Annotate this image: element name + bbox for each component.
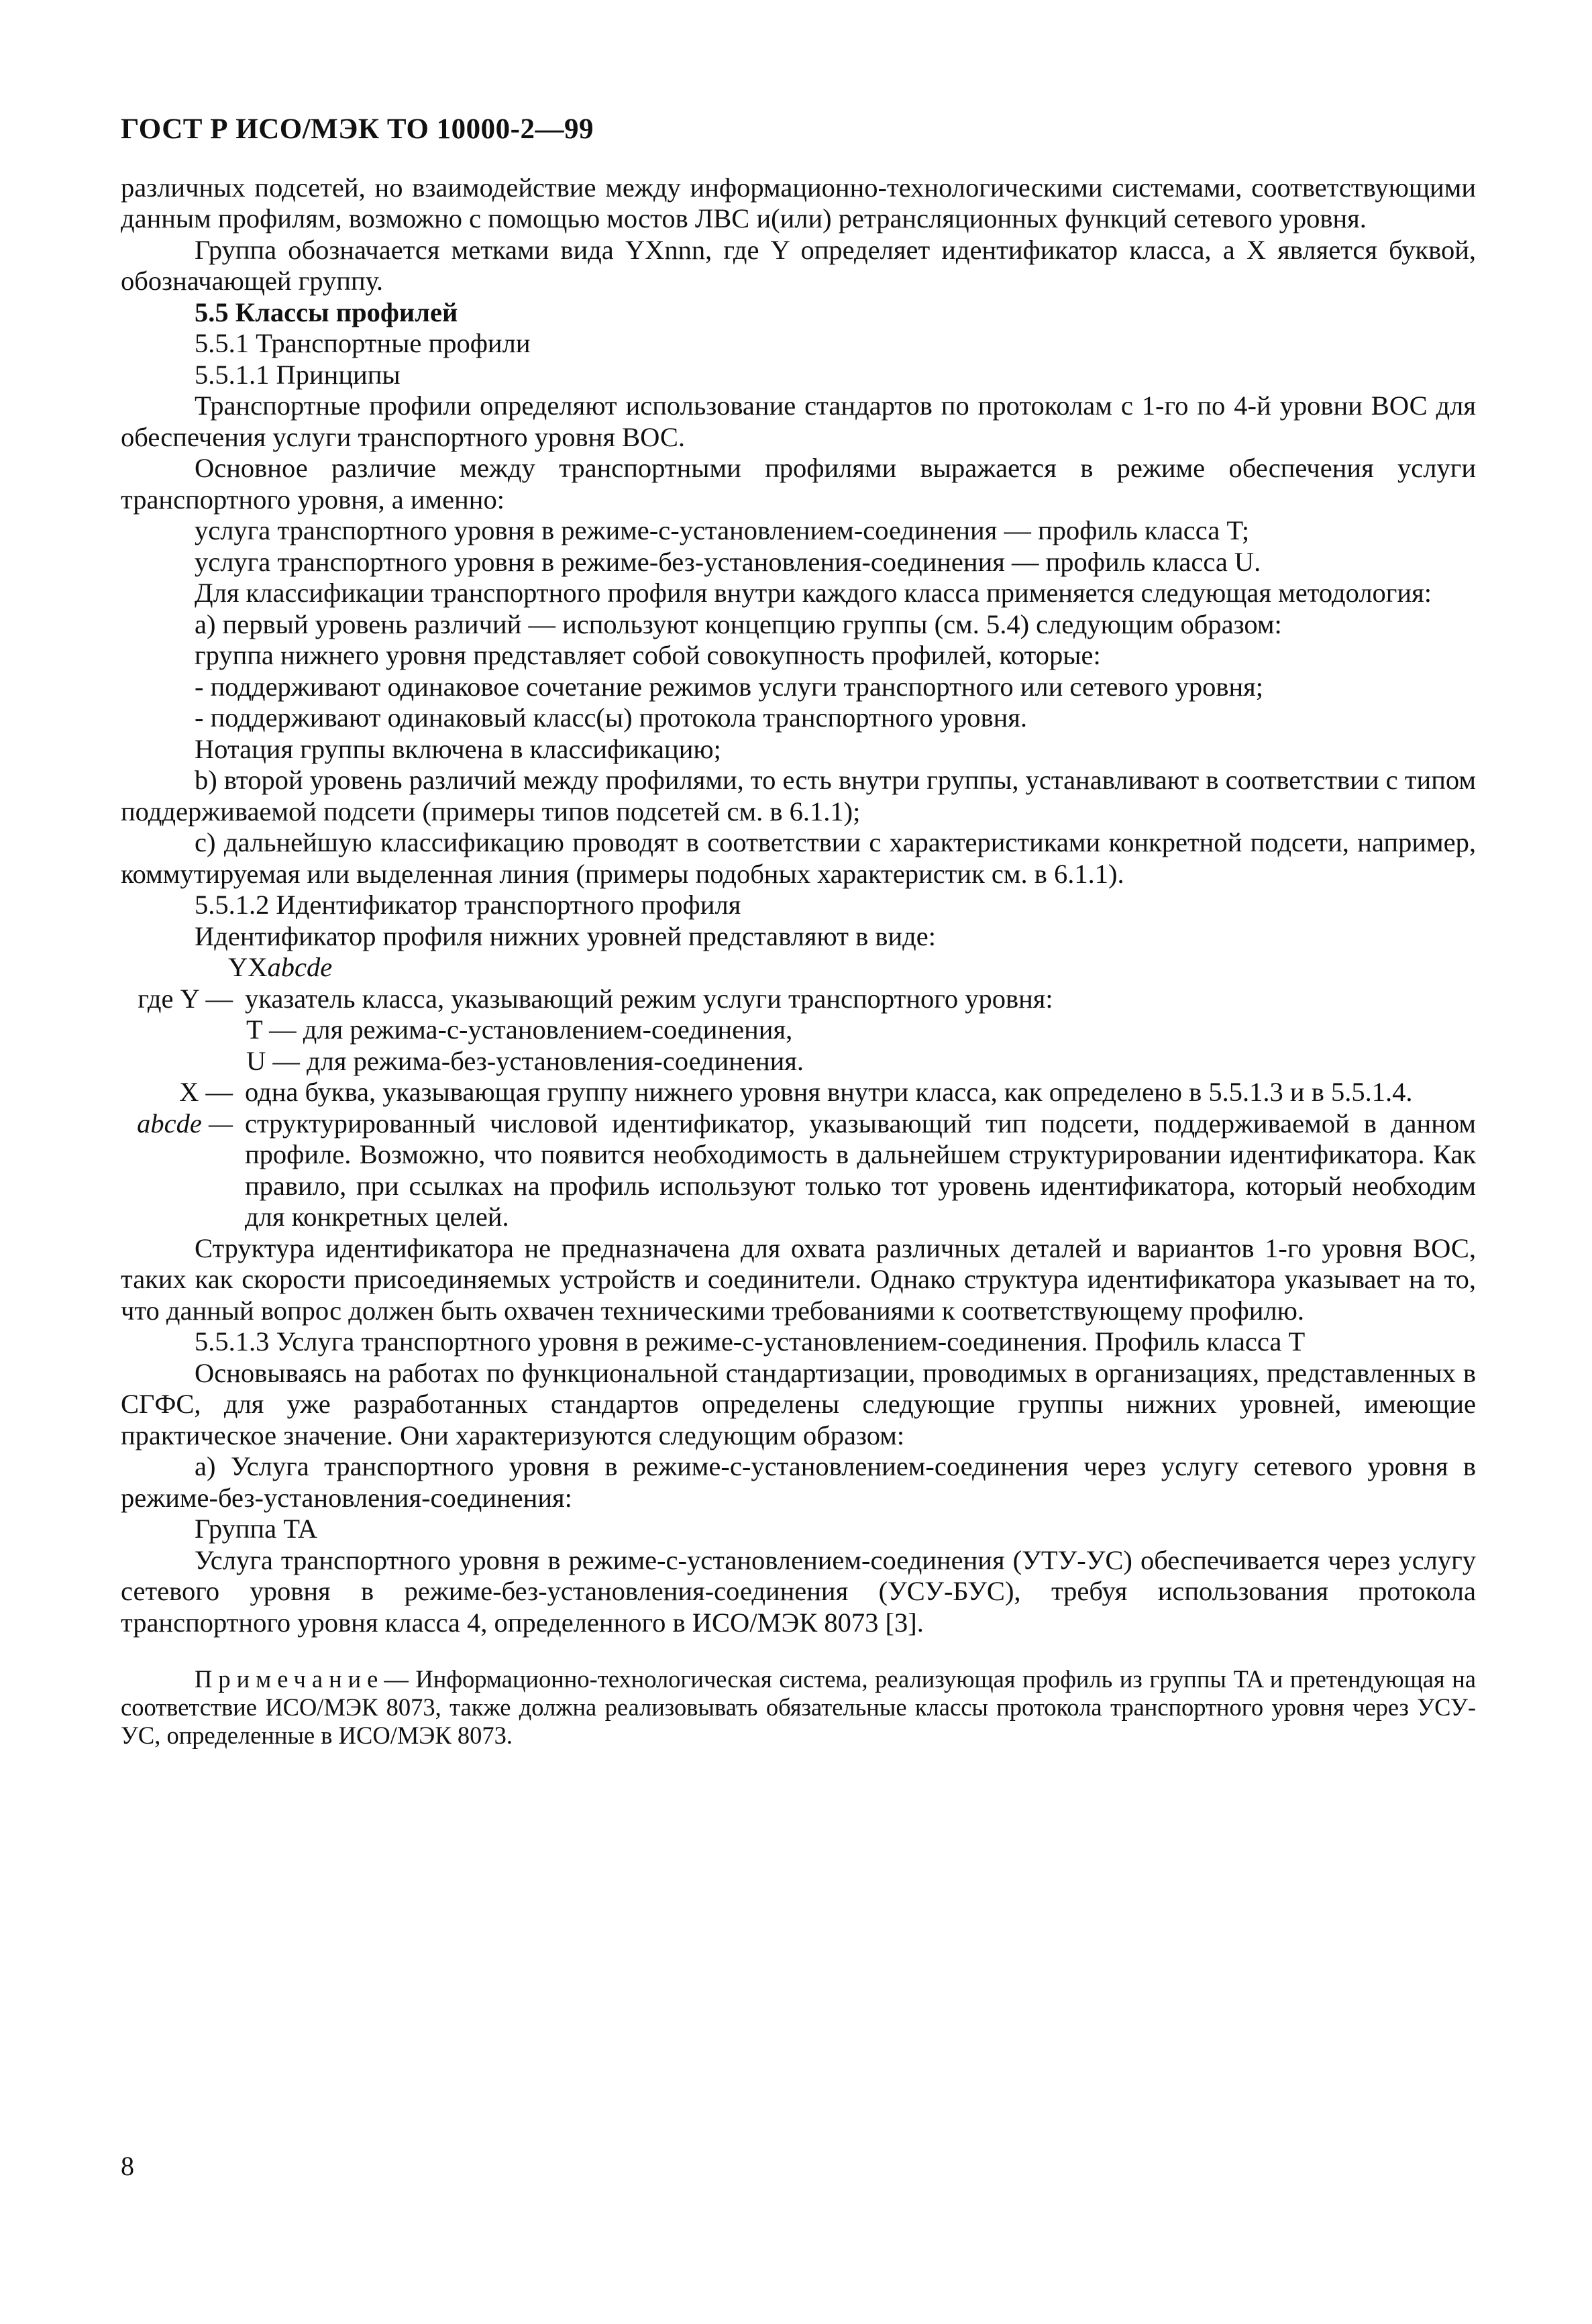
definition-subitem: U — для режима-без-установления-соединения. bbox=[246, 1045, 804, 1076]
list-item: услуга транспортного уровня в режиме-с-установлением-соединения — профиль класса T; bbox=[195, 515, 1250, 545]
definition-text: одна буква, указывающая группу нижнего уровня внутри класса, как определено в 5.5.1.3 и в 5.5.1.4. bbox=[245, 1077, 1413, 1107]
definition-x bbox=[121, 1077, 1476, 1108]
list-item: а) первый уровень различий — используют концепцию группы (см. 5.4) следующим образом: bbox=[195, 609, 1282, 639]
definition-abcde bbox=[121, 1108, 1476, 1233]
section-heading-5-5-1-3: 5.5.1.3 Услуга транспортного уровня в режиме-с-установлением-соединения. Профиль класса T bbox=[195, 1326, 1306, 1357]
identifier-suffix: abcde bbox=[267, 952, 333, 982]
identifier-prefix: YX bbox=[228, 952, 268, 982]
list-item: группа нижнего уровня представляет собой совокупность профилей, которые: bbox=[195, 640, 1101, 670]
definition-text: указатель класса, указывающий режим услуги транспортного уровня: bbox=[245, 983, 1053, 1014]
list-item: с) дальнейшую классификацию проводят в соответствии с характеристиками конкретной подсети, например, коммутируемая или выделенная линия (примеры подобных характеристик см. в 6.1.1). bbox=[121, 827, 1476, 889]
paragraph: Идентификатор профиля нижних уровней представляют в виде: bbox=[195, 920, 936, 951]
paragraph: Основное различие между транспортными профилями выражается в режиме обеспечения услуги транспортного уровня, а именно: bbox=[121, 453, 1476, 515]
list-item: b) второй уровень различий между профилями, то есть внутри группы, устанавливают в соответствии с типом поддерживаемой подсети (примеры типов подсетей см. в 6.1.1); bbox=[121, 765, 1476, 827]
section-heading-5-5-1: 5.5.1 Транспортные профили bbox=[195, 328, 531, 358]
paragraph: Основываясь на работах по функциональной стандартизации, проводимых в организациях, представленных в СГФС, для уже разработанных стандартов определены следующие группы нижних уровней, имеющие практическое значение. Они характеризуются следующим образом: bbox=[121, 1357, 1476, 1450]
definition-subitem: T — для режима-с-установлением-соединения, bbox=[246, 1014, 793, 1045]
page-content bbox=[121, 114, 1476, 1775]
paragraph: Группа обозначается метками вида YXnnn, где Y определяет идентификатор класса, а X является буквой, обозначающей группу. bbox=[121, 234, 1476, 296]
page-number: 8 bbox=[121, 2151, 134, 2181]
paragraph: Структура идентификатора не предназначена для охвата различных деталей и вариантов 1-го уровня ВОС, таких как скорости присоединяемых устройств и соединители. Однако структура идентификатора указывает на то, что данный вопрос должен быть охвачен техническими требованиями к соответствующему профилю. bbox=[121, 1232, 1476, 1326]
paragraph: Транспортные профили определяют использование стандартов по протоколам с 1-го по 4-й уровни ВОС для обеспечения услуги транспортного уровня ВОС. bbox=[121, 390, 1476, 452]
definition-label: abcde — bbox=[137, 1108, 233, 1139]
identifier-format bbox=[121, 952, 1476, 984]
note-label: Примечание bbox=[195, 1665, 384, 1693]
paragraph: различных подсетей, но взаимодействие между информационно-технологическими системами, соответствующими данным профилям, возможно с помощью мостов ЛВС и(или) ретрансляционных функций сетевого уровня. bbox=[121, 172, 1476, 233]
note bbox=[121, 1665, 1476, 1750]
group-title: Группа TA bbox=[195, 1514, 318, 1544]
list-item: - поддерживают одинаковое сочетание режимов услуги транспортного или сетевого уровня; bbox=[195, 671, 1264, 702]
section-heading-5-5-1-1: 5.5.1.1 Принципы bbox=[195, 359, 401, 390]
list-item: услуга транспортного уровня в режиме-без-установления-соединения — профиль класса U. bbox=[195, 546, 1261, 577]
paragraph: Для классификации транспортного профиля внутри каждого класса применяется следующая методология: bbox=[195, 578, 1432, 608]
note-text: — Информационно-технологическая система, реализующая профиль из группы TA и претендующая на соответствие ИСО/МЭК 8073, также должна реализовывать обязательные классы протокола транспортного уровня через УСУ-УС, определенные в ИСО/МЭК 8073. bbox=[121, 1665, 1476, 1749]
definition-label: X — bbox=[179, 1077, 233, 1107]
definition-text: структурированный числовой идентификатор, указывающий тип подсети, поддерживаемой в данном профиле. Возможно, что появится необходимость в дальнейшем структурировании идентификатора. Как правило, при ссылках на профиль используют только тот уровень идентификатора, который необходим для конкретных целей. bbox=[245, 1108, 1476, 1232]
document-header: ГОСТ Р ИСО/МЭК ТО 10000-2—99 bbox=[121, 113, 594, 145]
definition-label: где Y — bbox=[138, 983, 233, 1014]
section-heading-5-5: 5.5 Классы профилей bbox=[195, 297, 458, 327]
section-heading-5-5-1-2: 5.5.1.2 Идентификатор транспортного профиля bbox=[195, 890, 741, 920]
list-item: - поддерживают одинаковый класс(ы) протокола транспортного уровня. bbox=[195, 702, 1028, 733]
paragraph: а) Услуга транспортного уровня в режиме-с-установлением-соединения через услугу сетевого уровня в режиме-без-установления-соединения: bbox=[121, 1451, 1476, 1513]
list-item: Нотация группы включена в классификацию; bbox=[195, 733, 721, 764]
paragraph: Услуга транспортного уровня в режиме-с-установлением-соединения (УТУ-УС) обеспечивается через услугу сетевого уровня в режиме-без-установления-соединения (УСУ-БУС), требуя использования протокола транспортного уровня класса 4, определенного в ИСО/МЭК 8073 [3]. bbox=[121, 1544, 1476, 1638]
definition-y bbox=[121, 984, 1476, 1077]
